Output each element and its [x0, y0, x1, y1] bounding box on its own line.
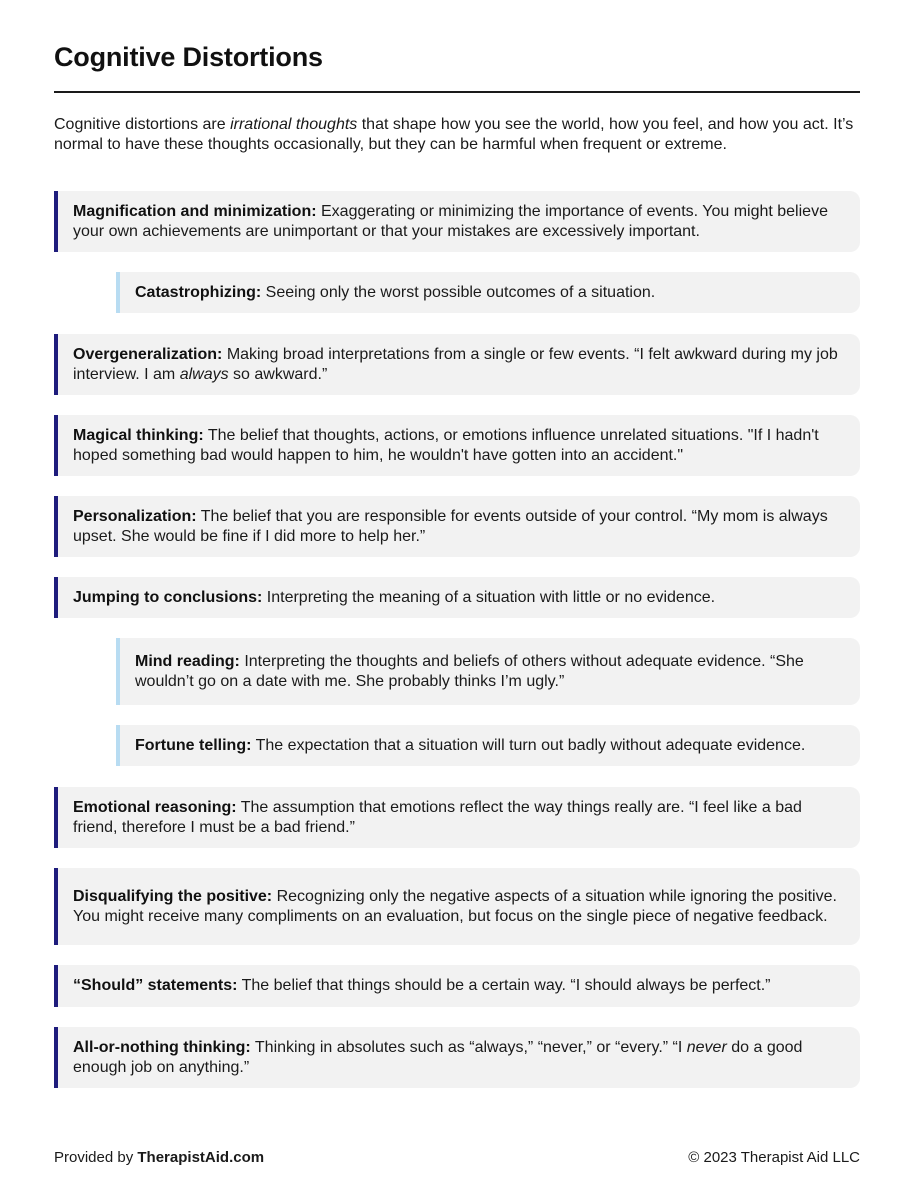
- distortion-card-jumping-to-conclusions: [54, 577, 860, 618]
- distortion-text: The expectation that a situation will turn out badly without adequate evidence.: [251, 736, 806, 754]
- distortion-card-personalization: [54, 496, 860, 557]
- distortion-card-disqualifying-the-positive: [54, 868, 860, 945]
- intro-paragraph: [54, 115, 860, 155]
- distortion-description: [135, 283, 655, 303]
- distortion-card-emotional-reasoning: [54, 787, 860, 848]
- distortion-term: Magnification and minimization:: [73, 202, 317, 220]
- distortion-description: [73, 588, 715, 608]
- distortion-card-should-statements: [54, 965, 860, 1007]
- distortion-term: “Should” statements:: [73, 977, 238, 994]
- distortion-term: Fortune telling:: [135, 736, 252, 754]
- distortion-description: [73, 507, 846, 547]
- distortion-text: The belief that you are responsible for events outside of your control. “My mom is always upset. She would be fine if I did more to help her.”: [73, 507, 828, 545]
- footer-provided-by: [54, 1149, 264, 1167]
- distortion-text: Seeing only the worst possible outcomes of a situation.: [261, 283, 656, 301]
- distortion-card-mind-reading: [116, 638, 860, 705]
- distortion-text: Interpreting the thoughts and beliefs of others without adequate evidence. “She wouldn’t go on a date with me. She probably thinks I’m ugly.”: [135, 652, 804, 690]
- intro-text-end: that shape how you see the world, how you feel, and how you act. It’s normal to have these thoughts occasionally, but they can be harmful when frequent or extreme.: [54, 116, 854, 153]
- distortion-text-end: so awkward.”: [228, 365, 328, 383]
- distortion-term: Disqualifying the positive:: [73, 887, 273, 905]
- distortion-description: [73, 1038, 846, 1078]
- distortion-text: The belief that things should be a certain way. “I should always be perfect.”: [237, 977, 771, 994]
- distortion-text: Making broad interpretations from a single or few events. “I felt awkward during my job interview. I am: [73, 345, 838, 383]
- intro-text-start: Cognitive distortions are: [54, 116, 231, 133]
- distortion-text: Exaggerating or minimizing the importance of events. You might believe your own achievements are unimportant or that your mistakes are excessively important.: [73, 202, 828, 240]
- distortion-term: Catastrophizing:: [135, 283, 262, 301]
- footer-copyright: © 2023 Therapist Aid LLC: [688, 1149, 860, 1166]
- distortion-description: [135, 652, 846, 692]
- distortion-text: Thinking in absolutes such as “always,” “never,” or “every.” “I: [250, 1038, 687, 1056]
- distortion-card-fortune-telling: [116, 725, 860, 766]
- distortion-description: [73, 202, 846, 242]
- distortion-term: Overgeneralization:: [73, 345, 223, 363]
- distortion-emphasis: always: [179, 365, 229, 383]
- distortion-term: All-or-nothing thinking:: [73, 1038, 251, 1056]
- distortion-description: [73, 887, 846, 927]
- distortion-term: Personalization:: [73, 507, 197, 525]
- distortion-card-all-or-nothing-thinking: [54, 1027, 860, 1088]
- distortion-term: Magical thinking:: [73, 426, 204, 444]
- distortion-text: Recognizing only the negative aspects of a situation while ignoring the positive. You might receive many compliments on an evaluation, but focus on the single piece of negative feedback.: [73, 887, 837, 925]
- distortion-description: [73, 426, 846, 466]
- distortion-text: The belief that thoughts, actions, or emotions influence unrelated situations. "If I hadn't hoped something bad would happen to him, he wouldn't have gotten into an accident.": [73, 426, 819, 464]
- distortion-term: Jumping to conclusions:: [73, 588, 263, 606]
- distortion-text-end: do a good enough job on anything.”: [73, 1038, 803, 1076]
- distortion-description: [73, 345, 846, 385]
- distortion-card-magical-thinking: [54, 415, 860, 476]
- distortion-term: Emotional reasoning:: [73, 798, 237, 816]
- distortion-card-overgeneralization: [54, 334, 860, 395]
- intro-emphasis: irrational thoughts: [230, 116, 358, 133]
- distortion-term: Mind reading:: [135, 652, 240, 670]
- distortion-card-catastrophizing: [116, 272, 860, 313]
- page-title: Cognitive Distortions: [54, 42, 323, 72]
- distortion-text: The assumption that emotions reflect the way things really are. “I feel like a bad friend, therefore I must be a bad friend.”: [73, 798, 802, 836]
- distortion-description: [73, 798, 846, 838]
- distortion-emphasis: never: [686, 1038, 727, 1056]
- distortion-text: Interpreting the meaning of a situation with little or no evidence.: [262, 588, 716, 606]
- title-divider: [54, 91, 860, 93]
- footer-provided-label: Provided by: [54, 1149, 138, 1166]
- distortion-card-magnification: [54, 191, 860, 252]
- distortion-description: [73, 976, 771, 996]
- footer-site-name: TherapistAid.com: [137, 1149, 265, 1166]
- distortion-description: [135, 736, 805, 756]
